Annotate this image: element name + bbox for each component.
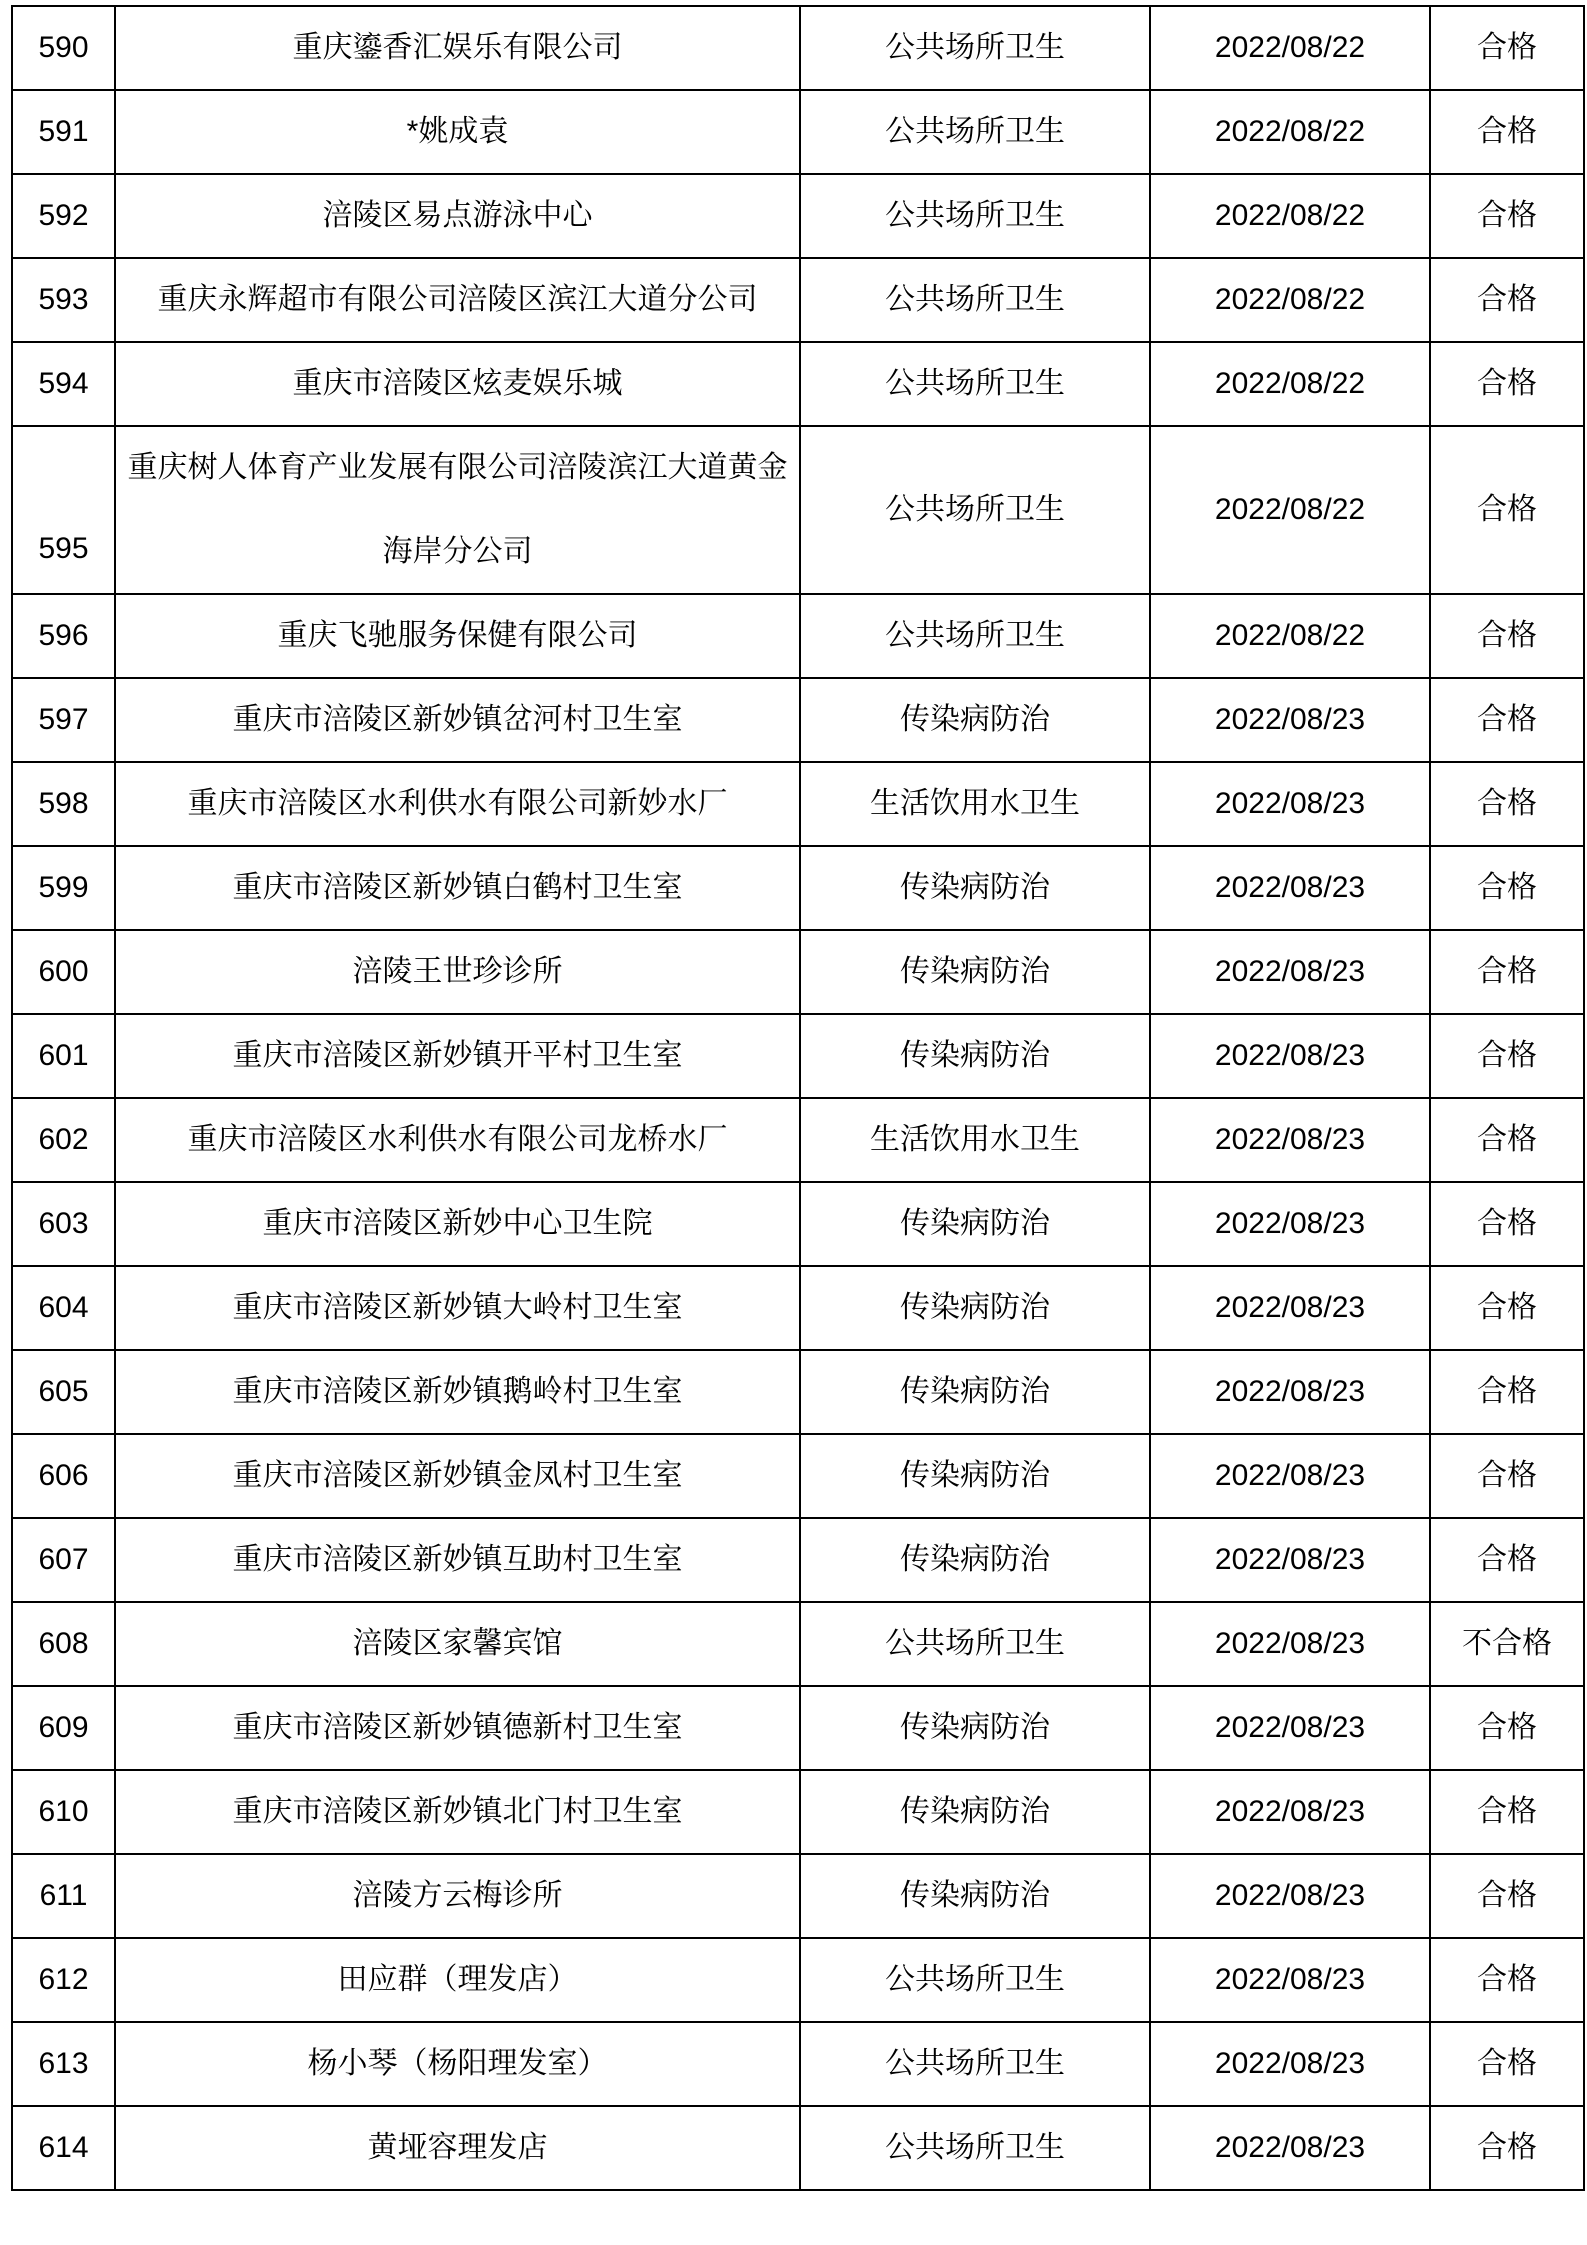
table-row xyxy=(13,1687,1585,1771)
inspection-date-cell: 2022/08/23 xyxy=(1151,1435,1431,1519)
inspection-type-cell: 生活饮用水卫生 xyxy=(801,763,1151,847)
inspection-date-cell: 2022/08/23 xyxy=(1151,1351,1431,1435)
row-number-cell: 608 xyxy=(13,1603,116,1687)
row-number-cell: 598 xyxy=(13,763,116,847)
result-cell: 合格 xyxy=(1431,91,1585,175)
table-row xyxy=(13,2107,1585,2191)
entity-name-cell: 重庆永辉超市有限公司涪陵区滨江大道分公司 xyxy=(116,259,801,343)
inspection-type-cell: 公共场所卫生 xyxy=(801,1939,1151,2023)
entity-name-cell: 重庆市涪陵区新妙镇大岭村卫生室 xyxy=(116,1267,801,1351)
inspection-type-cell: 传染病防治 xyxy=(801,1435,1151,1519)
result-cell: 合格 xyxy=(1431,2107,1585,2191)
row-number-cell: 590 xyxy=(13,7,116,91)
table-row xyxy=(13,175,1585,259)
inspection-date-cell: 2022/08/22 xyxy=(1151,91,1431,175)
inspection-type-cell: 传染病防治 xyxy=(801,1771,1151,1855)
table-row xyxy=(13,595,1585,679)
table-row xyxy=(13,1267,1585,1351)
inspection-date-cell: 2022/08/23 xyxy=(1151,1267,1431,1351)
inspection-date-cell: 2022/08/23 xyxy=(1151,679,1431,763)
entity-name-cell: 涪陵区易点游泳中心 xyxy=(116,175,801,259)
inspection-type-cell: 公共场所卫生 xyxy=(801,175,1151,259)
result-cell: 合格 xyxy=(1431,763,1585,847)
entity-name-cell: 重庆市涪陵区新妙镇金凤村卫生室 xyxy=(116,1435,801,1519)
row-number-cell: 604 xyxy=(13,1267,116,1351)
row-number-cell: 591 xyxy=(13,91,116,175)
inspection-type-cell: 传染病防治 xyxy=(801,1267,1151,1351)
table-row xyxy=(13,7,1585,91)
table-row xyxy=(13,1435,1585,1519)
inspection-date-cell: 2022/08/22 xyxy=(1151,595,1431,679)
table-row xyxy=(13,2023,1585,2107)
inspection-type-cell: 传染病防治 xyxy=(801,1519,1151,1603)
result-cell: 合格 xyxy=(1431,931,1585,1015)
entity-name-cell: 重庆市涪陵区新妙镇德新村卫生室 xyxy=(116,1687,801,1771)
inspection-date-cell: 2022/08/22 xyxy=(1151,343,1431,427)
table-row xyxy=(13,1771,1585,1855)
entity-name-cell: 重庆市涪陵区新妙中心卫生院 xyxy=(116,1183,801,1267)
result-cell: 合格 xyxy=(1431,1687,1585,1771)
result-cell: 合格 xyxy=(1431,1519,1585,1603)
inspection-type-cell: 传染病防治 xyxy=(801,1855,1151,1939)
table-row xyxy=(13,1351,1585,1435)
entity-name-cell: 涪陵区家馨宾馆 xyxy=(116,1603,801,1687)
inspection-type-cell: 公共场所卫生 xyxy=(801,91,1151,175)
table-row xyxy=(13,427,1585,595)
entity-name-cell: 重庆市涪陵区水利供水有限公司新妙水厂 xyxy=(116,763,801,847)
inspection-type-cell: 传染病防治 xyxy=(801,931,1151,1015)
inspection-type-cell: 公共场所卫生 xyxy=(801,7,1151,91)
row-number-cell: 599 xyxy=(13,847,116,931)
result-cell: 不合格 xyxy=(1431,1603,1585,1687)
row-number-cell: 596 xyxy=(13,595,116,679)
inspection-date-cell: 2022/08/23 xyxy=(1151,763,1431,847)
row-number-cell: 603 xyxy=(13,1183,116,1267)
entity-name-cell: 重庆市涪陵区炫麦娱乐城 xyxy=(116,343,801,427)
result-cell: 合格 xyxy=(1431,259,1585,343)
inspection-date-cell: 2022/08/23 xyxy=(1151,2023,1431,2107)
result-cell: 合格 xyxy=(1431,1855,1585,1939)
table-row xyxy=(13,1855,1585,1939)
inspection-type-cell: 公共场所卫生 xyxy=(801,595,1151,679)
inspection-type-cell: 公共场所卫生 xyxy=(801,427,1151,595)
table-row xyxy=(13,91,1585,175)
table-row xyxy=(13,847,1585,931)
inspection-date-cell: 2022/08/23 xyxy=(1151,1015,1431,1099)
table-row xyxy=(13,1099,1585,1183)
row-number-cell: 613 xyxy=(13,2023,116,2107)
result-cell: 合格 xyxy=(1431,7,1585,91)
inspection-date-cell: 2022/08/23 xyxy=(1151,1771,1431,1855)
table-row xyxy=(13,1519,1585,1603)
entity-name-cell: 重庆市涪陵区新妙镇岔河村卫生室 xyxy=(116,679,801,763)
entity-name-cell: 涪陵方云梅诊所 xyxy=(116,1855,801,1939)
row-number-cell: 594 xyxy=(13,343,116,427)
row-number-cell: 610 xyxy=(13,1771,116,1855)
table-row xyxy=(13,343,1585,427)
inspection-results-table xyxy=(11,5,1585,2191)
row-number-cell: 611 xyxy=(13,1855,116,1939)
result-cell: 合格 xyxy=(1431,2023,1585,2107)
row-number-cell: 597 xyxy=(13,679,116,763)
row-number-cell: 609 xyxy=(13,1687,116,1771)
row-number-cell: 592 xyxy=(13,175,116,259)
inspection-date-cell: 2022/08/23 xyxy=(1151,1687,1431,1771)
entity-name-cell: 重庆市涪陵区新妙镇鹅岭村卫生室 xyxy=(116,1351,801,1435)
result-cell: 合格 xyxy=(1431,1015,1585,1099)
row-number-cell: 593 xyxy=(13,259,116,343)
table-row xyxy=(13,763,1585,847)
entity-name-cell: 重庆市涪陵区新妙镇互助村卫生室 xyxy=(116,1519,801,1603)
inspection-type-cell: 传染病防治 xyxy=(801,679,1151,763)
result-cell: 合格 xyxy=(1431,1183,1585,1267)
entity-name-cell: 重庆市涪陵区新妙镇北门村卫生室 xyxy=(116,1771,801,1855)
row-number-cell: 601 xyxy=(13,1015,116,1099)
result-cell: 合格 xyxy=(1431,679,1585,763)
inspection-date-cell: 2022/08/23 xyxy=(1151,1939,1431,2023)
result-cell: 合格 xyxy=(1431,1099,1585,1183)
table-row xyxy=(13,1603,1585,1687)
result-cell: 合格 xyxy=(1431,427,1585,595)
table-row xyxy=(13,1015,1585,1099)
inspection-date-cell: 2022/08/23 xyxy=(1151,1099,1431,1183)
inspection-date-cell: 2022/08/23 xyxy=(1151,931,1431,1015)
entity-name-cell: 涪陵王世珍诊所 xyxy=(116,931,801,1015)
inspection-type-cell: 公共场所卫生 xyxy=(801,2023,1151,2107)
entity-name-cell: *姚成袁 xyxy=(116,91,801,175)
table-row xyxy=(13,679,1585,763)
inspection-type-cell: 公共场所卫生 xyxy=(801,2107,1151,2191)
inspection-type-cell: 传染病防治 xyxy=(801,1183,1151,1267)
inspection-type-cell: 公共场所卫生 xyxy=(801,343,1151,427)
inspection-date-cell: 2022/08/22 xyxy=(1151,7,1431,91)
result-cell: 合格 xyxy=(1431,1771,1585,1855)
entity-name-cell: 重庆市涪陵区新妙镇白鹤村卫生室 xyxy=(116,847,801,931)
table-row xyxy=(13,259,1585,343)
result-cell: 合格 xyxy=(1431,595,1585,679)
result-cell: 合格 xyxy=(1431,1435,1585,1519)
table-row xyxy=(13,1183,1585,1267)
result-cell: 合格 xyxy=(1431,847,1585,931)
entity-name-cell: 重庆树人体育产业发展有限公司涪陵滨江大道黄金海岸分公司 xyxy=(116,427,801,595)
inspection-date-cell: 2022/08/22 xyxy=(1151,427,1431,595)
inspection-type-cell: 公共场所卫生 xyxy=(801,259,1151,343)
result-cell: 合格 xyxy=(1431,1267,1585,1351)
inspection-date-cell: 2022/08/23 xyxy=(1151,1855,1431,1939)
inspection-date-cell: 2022/08/22 xyxy=(1151,175,1431,259)
entity-name-cell: 重庆飞驰服务保健有限公司 xyxy=(116,595,801,679)
inspection-date-cell: 2022/08/23 xyxy=(1151,1183,1431,1267)
inspection-date-cell: 2022/08/23 xyxy=(1151,847,1431,931)
row-number-cell: 595 xyxy=(13,427,116,595)
entity-name-cell: 重庆市涪陵区新妙镇开平村卫生室 xyxy=(116,1015,801,1099)
inspection-type-cell: 传染病防治 xyxy=(801,1351,1151,1435)
table-row xyxy=(13,931,1585,1015)
inspection-date-cell: 2022/08/23 xyxy=(1151,1519,1431,1603)
result-cell: 合格 xyxy=(1431,175,1585,259)
inspection-date-cell: 2022/08/22 xyxy=(1151,259,1431,343)
inspection-type-cell: 传染病防治 xyxy=(801,1687,1151,1771)
inspection-type-cell: 传染病防治 xyxy=(801,847,1151,931)
row-number-cell: 602 xyxy=(13,1099,116,1183)
inspection-type-cell: 传染病防治 xyxy=(801,1015,1151,1099)
entity-name-cell: 黄垭容理发店 xyxy=(116,2107,801,2191)
result-cell: 合格 xyxy=(1431,1351,1585,1435)
entity-name-cell: 田应群（理发店） xyxy=(116,1939,801,2023)
entity-name-cell: 重庆鎏香汇娱乐有限公司 xyxy=(116,7,801,91)
row-number-cell: 605 xyxy=(13,1351,116,1435)
result-cell: 合格 xyxy=(1431,343,1585,427)
inspection-date-cell: 2022/08/23 xyxy=(1151,2107,1431,2191)
inspection-type-cell: 公共场所卫生 xyxy=(801,1603,1151,1687)
row-number-cell: 612 xyxy=(13,1939,116,2023)
row-number-cell: 600 xyxy=(13,931,116,1015)
row-number-cell: 614 xyxy=(13,2107,116,2191)
result-cell: 合格 xyxy=(1431,1939,1585,2023)
inspection-type-cell: 生活饮用水卫生 xyxy=(801,1099,1151,1183)
table-row xyxy=(13,1939,1585,2023)
row-number-cell: 606 xyxy=(13,1435,116,1519)
entity-name-cell: 重庆市涪陵区水利供水有限公司龙桥水厂 xyxy=(116,1099,801,1183)
entity-name-cell: 杨小琴（杨阳理发室） xyxy=(116,2023,801,2107)
inspection-date-cell: 2022/08/23 xyxy=(1151,1603,1431,1687)
row-number-cell: 607 xyxy=(13,1519,116,1603)
